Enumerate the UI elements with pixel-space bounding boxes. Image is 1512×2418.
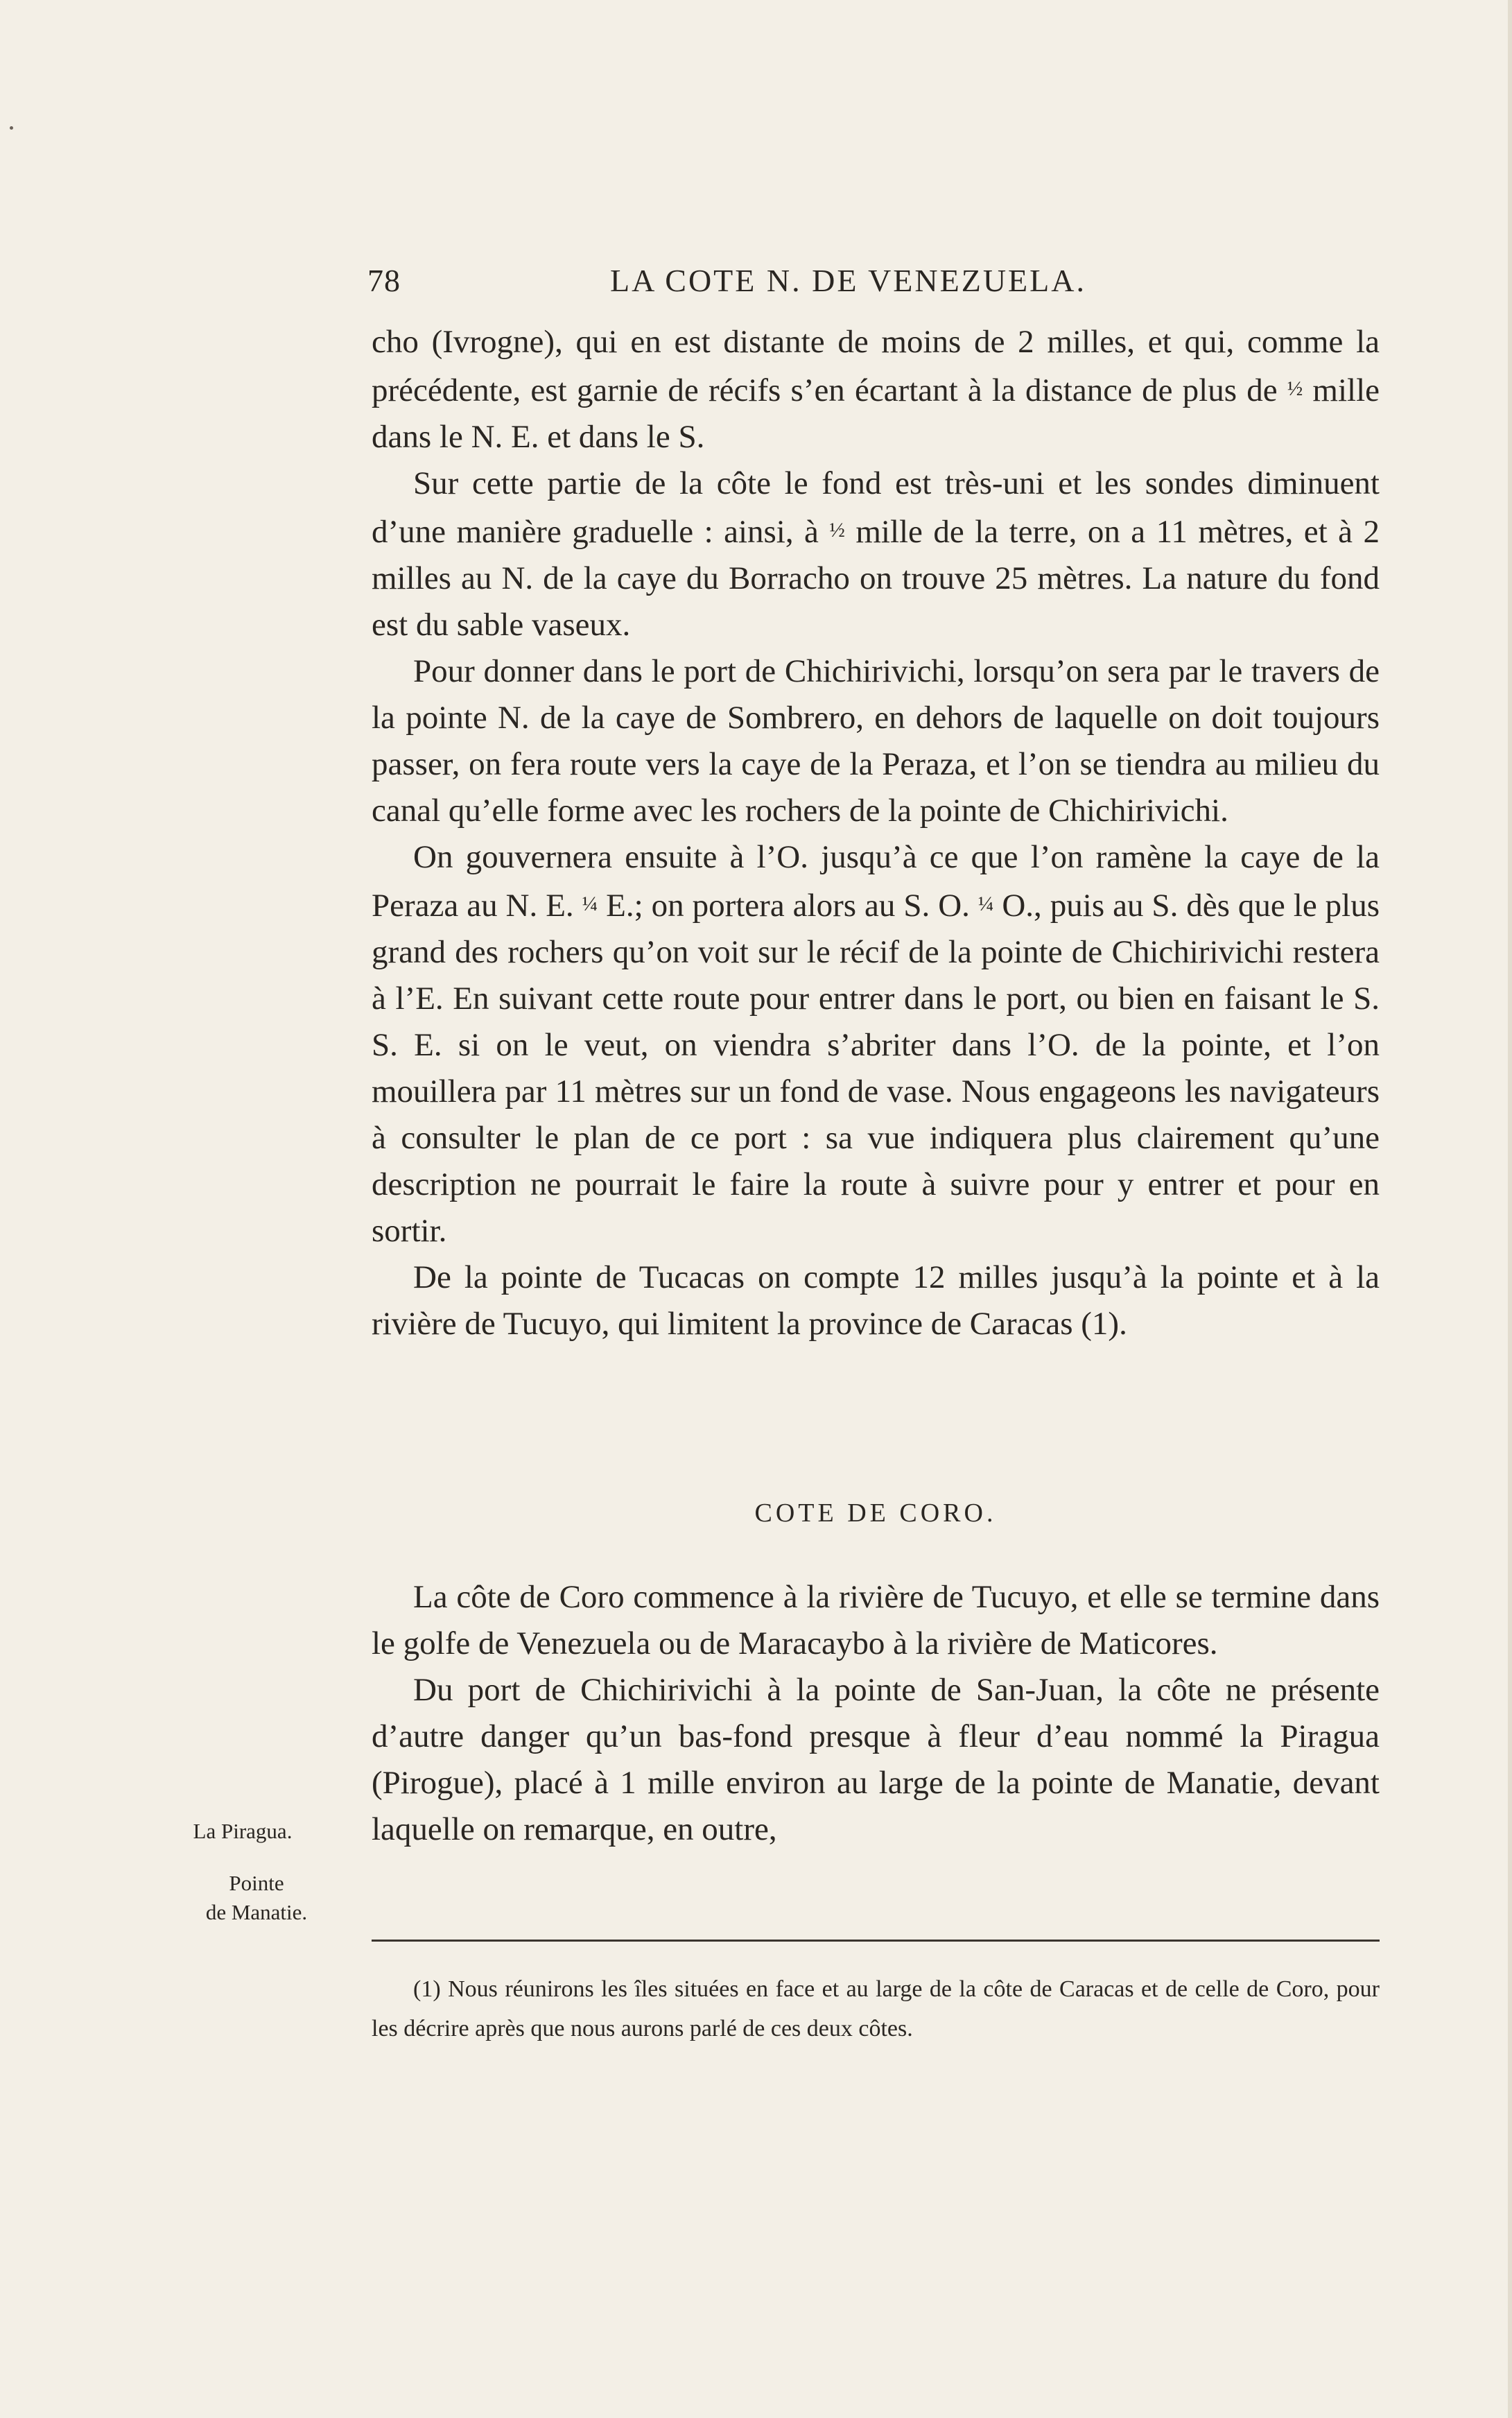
running-header [367, 262, 1380, 304]
running-title: LA COTE N. DE VENEZUELA. [610, 263, 1086, 298]
footnote-rule [372, 1940, 1380, 1942]
paragraph: La côte de Coro commence à la rivière de Tucuyo, et elle se termine dans le golfe de Venezuela ou de Maracaybo à la rivière de Maticores. [372, 1579, 1380, 1661]
body-text [372, 319, 1380, 1347]
paragraph: On gouvernera ensuite à l’O. jusqu’à ce que l’on ramène la caye de la Peraza au N. E. ¼ E.; on portera alors au S. O. ¼ O., puis au S. dès que le plus grand des rochers qu’on voit sur le récif de la pointe de Chichirivichi restera à l’E. En suivant cette route pour entrer dans le port, ou bien en faisant le S. S. E. si on le veut, on viendra s’abriter dans l’O. de la pointe, et l’on mouillera par 11 mètres sur un fond de vase. Nous engageons les navigateurs à consulter le plan de ce port : sa vue indiquera plus clairement qu’une description ne pourrait le faire la route à suivre pour y entrer et pour en sortir. [372, 839, 1380, 1249]
paragraph: De la pointe de Tucacas on compte 12 milles jusqu’à la pointe et à la rivière de Tucuyo, qui limitent la province de Caracas (1). [372, 1259, 1380, 1342]
fraction: ¼ [582, 892, 598, 915]
page-edge [1508, 0, 1512, 2418]
section-title: COTE DE CORO. [754, 1499, 997, 1528]
margin-note-pointe: Pointe de Manatie. [205, 1871, 308, 1924]
body-text-section [372, 1574, 1380, 1853]
paragraph: Sur cette partie de la côte le fond est très-uni et les sondes diminuent d’une manière graduelle : ainsi, à ½ mille de la terre, on a 11 mètres, et à 2 milles au N. de la caye du Borracho on trouve 25 mètres. La nature du fond est du sable vaseux. [372, 465, 1380, 643]
fraction: ½ [1287, 377, 1303, 400]
footnote: (1) Nous réunirons les îles situées en face et au large de la côte de Caracas et de celle de Coro, pour les décrire après que nous aurons parlé de ces deux côtes. [372, 1976, 1380, 2041]
paragraph: cho (Ivrogne), qui en est distante de moins de 2 milles, et qui, comme la précédente, est garnie de récifs s’en écartant à la distance de plus de ½ mille dans le N. E. et dans le S. [372, 324, 1380, 455]
fraction: ½ [829, 519, 845, 542]
margin-note-la-piragua: La Piragua. [193, 1819, 293, 1843]
fraction: ¼ [977, 892, 994, 915]
paragraph: Du port de Chichirivichi à la pointe de San-Juan, la côte ne présente d’autre danger qu’un bas-fond presque à fleur d’eau nommé la Piragua (Pirogue), placé à 1 mille environ au large de la pointe de Manatie, devant laquelle on remarque, en outre, [372, 1672, 1380, 1847]
paper-speck [10, 126, 13, 130]
paragraph: Pour donner dans le port de Chichirivichi, lorsqu’on sera par le travers de la pointe N. de la caye de Sombrero, en dehors de laquelle on doit toujours passer, on fera route vers la caye de la Peraza, et l’on se tiendra au milieu du canal qu’elle forme avec les rochers de la pointe de Chichirivichi. [372, 653, 1380, 829]
page-number: 78 [367, 263, 401, 298]
